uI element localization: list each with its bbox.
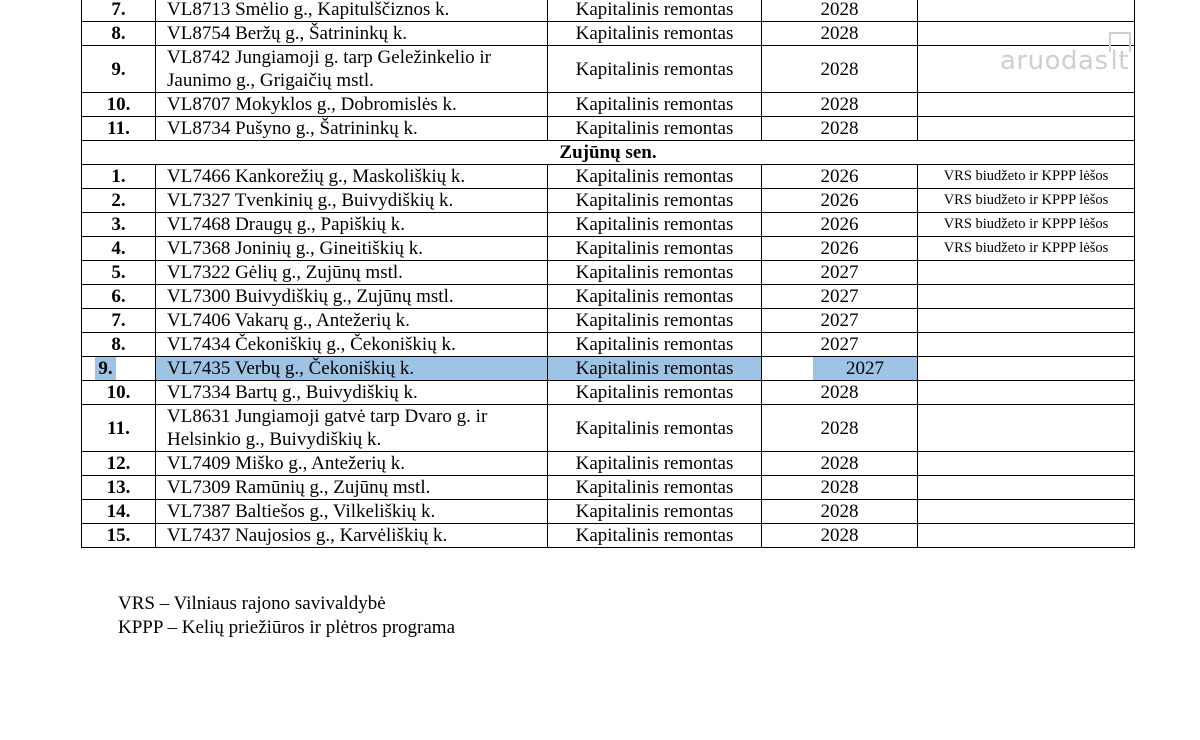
funding-note: VRS biudžeto ir KPPP lėšos bbox=[918, 189, 1135, 213]
row-number: 6. bbox=[82, 285, 156, 309]
table-row bbox=[82, 189, 1135, 213]
funding-note bbox=[918, 0, 1135, 22]
road-name bbox=[156, 405, 548, 452]
table-row bbox=[82, 452, 1135, 476]
work-type: Kapitalinis remontas bbox=[548, 165, 762, 189]
year: 2028 bbox=[762, 405, 918, 452]
road-name: VL8713 Smėlio g., Kapitulščiznos k. bbox=[156, 0, 548, 22]
table-row bbox=[82, 0, 1135, 22]
road-name: VL7309 Ramūnių g., Zujūnų mstl. bbox=[156, 476, 548, 500]
year: 2026 bbox=[762, 237, 918, 261]
table-row bbox=[82, 500, 1135, 524]
funding-note bbox=[918, 405, 1135, 452]
work-type: Kapitalinis remontas bbox=[548, 22, 762, 46]
roads-table bbox=[81, 0, 1135, 548]
watermark-house-icon bbox=[1111, 46, 1129, 76]
work-type: Kapitalinis remontas bbox=[548, 500, 762, 524]
funding-note: VRS biudžeto ir KPPP lėšos bbox=[918, 237, 1135, 261]
road-name: VL7368 Joninių g., Gineitiškių k. bbox=[156, 237, 548, 261]
funding-note: VRS biudžeto ir KPPP lėšos bbox=[918, 213, 1135, 237]
funding-note bbox=[918, 476, 1135, 500]
work-type: Kapitalinis remontas bbox=[548, 381, 762, 405]
road-name: VL7322 Gėlių g., Zujūnų mstl. bbox=[156, 261, 548, 285]
row-number: 8. bbox=[82, 333, 156, 357]
section-header-row bbox=[82, 141, 1135, 165]
year: 2026 bbox=[762, 165, 918, 189]
table-row bbox=[82, 22, 1135, 46]
year: 2027 bbox=[762, 285, 918, 309]
year: 2028 bbox=[762, 46, 918, 93]
row-number: 14. bbox=[82, 500, 156, 524]
road-name: VL7300 Buivydiškių g., Zujūnų mstl. bbox=[156, 285, 548, 309]
work-type: Kapitalinis remontas bbox=[548, 213, 762, 237]
watermark-logo bbox=[1000, 46, 1129, 76]
table-row bbox=[82, 524, 1135, 548]
row-number: 5. bbox=[82, 261, 156, 285]
funding-note bbox=[918, 381, 1135, 405]
work-type: Kapitalinis remontas bbox=[548, 93, 762, 117]
table-row bbox=[82, 309, 1135, 333]
funding-note bbox=[918, 261, 1135, 285]
table-row bbox=[82, 237, 1135, 261]
year-highlight: 2027 bbox=[813, 357, 917, 380]
work-type: Kapitalinis remontas bbox=[548, 524, 762, 548]
work-type: Kapitalinis remontas bbox=[548, 333, 762, 357]
work-type: Kapitalinis remontas bbox=[548, 189, 762, 213]
funding-note bbox=[918, 22, 1135, 46]
work-type: Kapitalinis remontas bbox=[548, 357, 762, 381]
row-number: 11. bbox=[82, 117, 156, 141]
row-number: 7. bbox=[82, 309, 156, 333]
table-row-selected[interactable] bbox=[82, 357, 1135, 381]
year: 2028 bbox=[762, 117, 918, 141]
funding-note bbox=[918, 285, 1135, 309]
road-name: VL7406 Vakarų g., Antežerių k. bbox=[156, 309, 548, 333]
road-name: VL7327 Tvenkinių g., Buivydiškių k. bbox=[156, 189, 548, 213]
work-type: Kapitalinis remontas bbox=[548, 46, 762, 93]
funding-note bbox=[918, 524, 1135, 548]
table-row bbox=[82, 476, 1135, 500]
road-name-line2: Helsinkio g., Buivydiškių k. bbox=[167, 429, 382, 450]
work-type: Kapitalinis remontas bbox=[548, 452, 762, 476]
year bbox=[762, 357, 918, 381]
road-name: VL7466 Kankorežių g., Maskoliškių k. bbox=[156, 165, 548, 189]
year: 2028 bbox=[762, 476, 918, 500]
road-name: VL8707 Mokyklos g., Dobromislės k. bbox=[156, 93, 548, 117]
work-type: Kapitalinis remontas bbox=[548, 405, 762, 452]
road-name: VL7468 Draugų g., Papiškių k. bbox=[156, 213, 548, 237]
work-type: Kapitalinis remontas bbox=[548, 237, 762, 261]
funding-note: VRS biudžeto ir KPPP lėšos bbox=[918, 165, 1135, 189]
road-name: VL8734 Pušyno g., Šatrininkų k. bbox=[156, 117, 548, 141]
funding-note bbox=[918, 357, 1135, 381]
table-row bbox=[82, 93, 1135, 117]
road-name-line1: VL8742 Jungiamoji g. tarp Geležinkelio ir bbox=[167, 47, 491, 68]
work-type: Kapitalinis remontas bbox=[548, 261, 762, 285]
row-number-highlight: 9. bbox=[95, 357, 115, 380]
row-number: 4. bbox=[82, 237, 156, 261]
table-row bbox=[82, 285, 1135, 309]
table-row bbox=[82, 381, 1135, 405]
funding-note bbox=[918, 500, 1135, 524]
row-number: 10. bbox=[82, 93, 156, 117]
abbreviations-legend bbox=[118, 592, 455, 640]
table-row bbox=[82, 213, 1135, 237]
year: 2027 bbox=[762, 333, 918, 357]
table-row bbox=[82, 333, 1135, 357]
work-type: Kapitalinis remontas bbox=[548, 309, 762, 333]
year: 2027 bbox=[762, 309, 918, 333]
year: 2028 bbox=[762, 500, 918, 524]
row-number: 3. bbox=[82, 213, 156, 237]
section-title: Zujūnų sen. bbox=[82, 141, 1135, 165]
table-row bbox=[82, 46, 1135, 93]
year: 2028 bbox=[762, 0, 918, 22]
watermark-text: aruodas bbox=[1000, 46, 1109, 76]
row-number: 9. bbox=[82, 46, 156, 93]
road-name-line2: Jaunimo g., Grigaičių mstl. bbox=[167, 70, 374, 91]
year: 2028 bbox=[762, 93, 918, 117]
year: 2026 bbox=[762, 189, 918, 213]
table-row bbox=[82, 117, 1135, 141]
year: 2028 bbox=[762, 452, 918, 476]
work-type: Kapitalinis remontas bbox=[548, 285, 762, 309]
work-type: Kapitalinis remontas bbox=[548, 117, 762, 141]
legend-line-kppp: KPPP – Kelių priežiūros ir plėtros programa bbox=[118, 617, 456, 638]
row-number: 1. bbox=[82, 165, 156, 189]
row-number: 13. bbox=[82, 476, 156, 500]
year: 2026 bbox=[762, 213, 918, 237]
year: 2028 bbox=[762, 381, 918, 405]
year: 2027 bbox=[762, 261, 918, 285]
road-name: VL7409 Miško g., Antežerių k. bbox=[156, 452, 548, 476]
road-name bbox=[156, 46, 548, 93]
row-number: 8. bbox=[82, 22, 156, 46]
row-number bbox=[82, 357, 156, 381]
road-name: VL8754 Beržų g., Šatrininkų k. bbox=[156, 22, 548, 46]
road-name: VL7437 Naujosios g., Karvėliškių k. bbox=[156, 524, 548, 548]
row-number: 2. bbox=[82, 189, 156, 213]
road-name: VL7387 Baltiešos g., Vilkeliškių k. bbox=[156, 500, 548, 524]
table-row bbox=[82, 261, 1135, 285]
work-type: Kapitalinis remontas bbox=[548, 476, 762, 500]
funding-note bbox=[918, 333, 1135, 357]
road-name: VL7334 Bartų g., Buivydiškių k. bbox=[156, 381, 548, 405]
year: 2028 bbox=[762, 524, 918, 548]
watermark-suffix: lt bbox=[1110, 46, 1129, 76]
work-type: Kapitalinis remontas bbox=[548, 0, 762, 22]
road-name: VL7434 Čekoniškių g., Čekoniškių k. bbox=[156, 333, 548, 357]
row-number: 10. bbox=[82, 381, 156, 405]
funding-note bbox=[918, 452, 1135, 476]
funding-note bbox=[918, 93, 1135, 117]
row-number: 11. bbox=[82, 405, 156, 452]
table-row bbox=[82, 405, 1135, 452]
row-number: 12. bbox=[82, 452, 156, 476]
road-name-line1: VL8631 Jungiamoji gatvė tarp Dvaro g. ir bbox=[167, 406, 488, 427]
road-name: VL7435 Verbų g., Čekoniškių k. bbox=[156, 357, 548, 381]
funding-note bbox=[918, 117, 1135, 141]
row-number: 15. bbox=[82, 524, 156, 548]
table-row bbox=[82, 165, 1135, 189]
funding-note bbox=[918, 309, 1135, 333]
year: 2028 bbox=[762, 22, 918, 46]
legend-line-vrs: VRS – Vilniaus rajono savivaldybė bbox=[118, 593, 386, 614]
row-number: 7. bbox=[82, 0, 156, 22]
